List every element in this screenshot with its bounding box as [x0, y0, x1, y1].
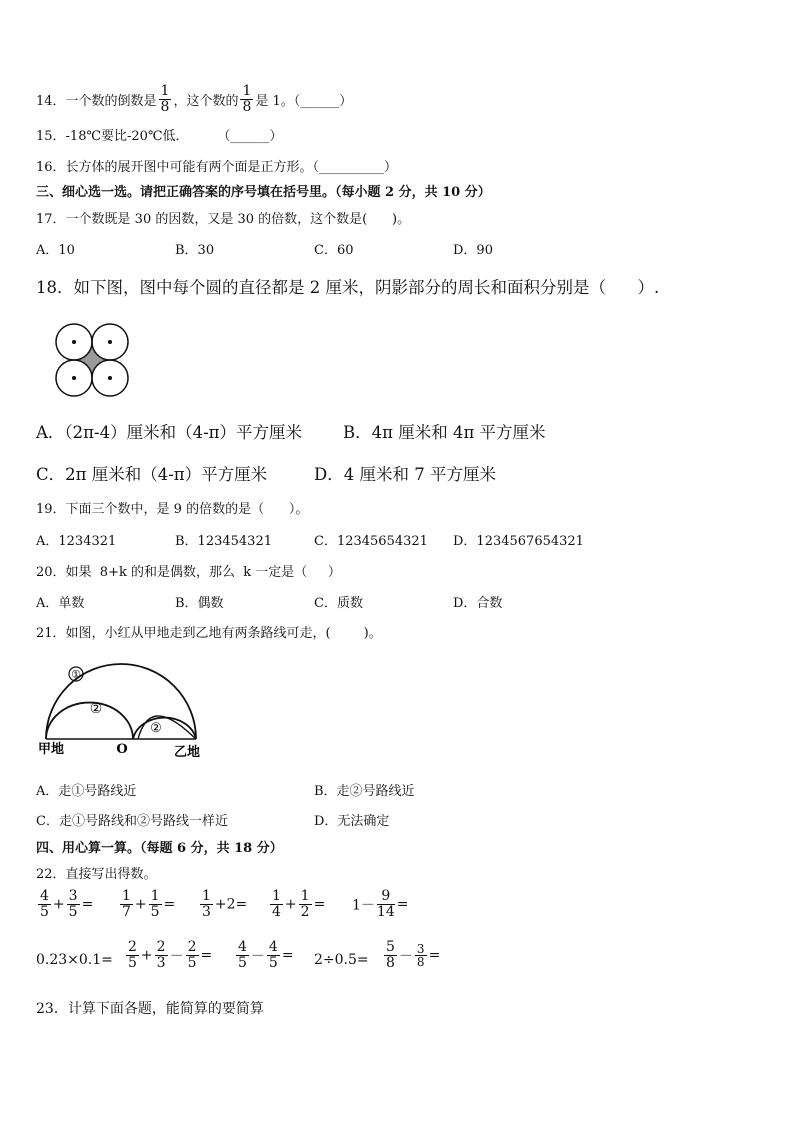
- center-point-label: O: [116, 742, 128, 757]
- q18-option-d[interactable]: D．4 厘米和 7 平方厘米: [314, 465, 496, 484]
- q19-option-b[interactable]: B．123454321: [175, 534, 272, 549]
- expression-2-5-plus-2-3-minus-2-5: $\frac{2}{5}$ + $\frac{2}{3}$ － $\frac{2}{5}$ =: [128, 939, 213, 971]
- expression-1-4-plus-1-2: $\frac{1}{4}$ + $\frac{1}{2}$ =: [272, 888, 326, 920]
- section-3-heading: 三、细心选一选。请把正确答案的序号填在括号里。（每小题 2 分，共 10 分）: [36, 185, 491, 200]
- q18-option-c[interactable]: C．2π 厘米和（4-π）平方厘米: [36, 465, 268, 484]
- question-22: 22．直接写出得数。: [36, 867, 157, 882]
- q14-middle: ，这个数的: [173, 94, 239, 109]
- question-17: 17．一个数既是 30 的因数，又是 30 的倍数，这个数是( )。: [36, 212, 411, 227]
- expression-5-8-minus-3-8: $\frac{5}{8}$ － $\frac{3}{8}$ =: [386, 939, 441, 971]
- center-dot: [108, 376, 112, 380]
- route-1-label: ①: [71, 668, 81, 681]
- q18-option-b[interactable]: B．4π 厘米和 4π 平方厘米: [343, 423, 546, 442]
- routes-figure: [36, 660, 214, 762]
- q21-option-b[interactable]: B．走②号路线近: [314, 784, 415, 799]
- question-19: 19．下面三个数中，是 9 的倍数的是（ ）。: [36, 502, 309, 517]
- question-16: 16．长方体的展开图中可能有两个面是正方形。（__________）: [36, 160, 398, 175]
- question-21: 21．如图，小红从甲地走到乙地有两条路线可走，( )。: [36, 626, 382, 641]
- question-23: 23．计算下面各题，能简算的要简算: [36, 1001, 264, 1017]
- q20-option-b[interactable]: B．偶数: [175, 596, 224, 611]
- route-2-label-small: ②: [150, 721, 162, 736]
- q20-option-a[interactable]: A．单数: [36, 596, 85, 611]
- q20-option-d[interactable]: D．合数: [453, 596, 503, 611]
- q20-option-c[interactable]: C．质数: [314, 596, 363, 611]
- q17-option-d[interactable]: D．90: [453, 243, 493, 258]
- q19-option-a[interactable]: A．1234321: [36, 534, 117, 549]
- q19-option-c[interactable]: C．12345654321: [314, 534, 428, 549]
- center-dot: [72, 376, 76, 380]
- q14-prefix: 14．一个数的倒数是: [36, 94, 157, 109]
- four-circles-figure: [50, 318, 136, 398]
- q17-option-b[interactable]: B．30: [175, 243, 215, 258]
- end-point-label: 乙地: [174, 745, 201, 760]
- q17-option-c[interactable]: C．60: [314, 243, 354, 258]
- route-2-label: ②: [89, 701, 103, 717]
- center-dot: [108, 340, 112, 344]
- q17-option-a[interactable]: A．10: [36, 243, 75, 258]
- section-4-heading: 四、用心算一算。（每题 6 分，共 18 分）: [36, 841, 283, 856]
- question-18: 18．如下图，图中每个圆的直径都是 2 厘米，阴影部分的周长和面积分别是（ ）.: [36, 278, 660, 297]
- expression-1-7-plus-1-5: $\frac{1}{7}$ + $\frac{1}{5}$ =: [122, 888, 176, 920]
- route-2-inner-curve: [138, 716, 196, 739]
- route-1-arc: [46, 664, 196, 739]
- shaded-region: [74, 342, 110, 378]
- q21-option-a[interactable]: A．走①号路线近: [36, 784, 137, 799]
- fraction-one-eighth-2: $\frac{1}{8}$: [242, 83, 252, 115]
- q21-option-c[interactable]: C．走①号路线和②号路线一样近: [36, 814, 228, 829]
- expression-0-23-times-0-1: 0.23×0.1=: [36, 952, 113, 968]
- expression-1-3-plus-2: $\frac{1}{3}$ +2=: [202, 888, 248, 920]
- question-14: [36, 84, 352, 115]
- expression-4-5-minus-4-5: $\frac{4}{5}$ － $\frac{4}{5}$ =: [238, 939, 294, 971]
- q14-suffix: 是 1。（______）: [255, 94, 353, 109]
- center-dot: [72, 340, 76, 344]
- question-15: 15．-18℃要比-20℃低． （______）: [36, 129, 283, 144]
- q21-option-d[interactable]: D．无法确定: [314, 814, 390, 829]
- expression-4-5-plus-3-5: $\frac{4}{5}$ + $\frac{3}{5}$ =: [40, 888, 94, 920]
- q18-option-a[interactable]: A．（2π-4）厘米和（4-π）平方厘米: [36, 423, 302, 442]
- fraction-one-eighth: $\frac{1}{8}$: [160, 83, 170, 115]
- start-point-label: 甲地: [38, 742, 65, 757]
- question-20: 20．如果 8+k 的和是偶数，那么 k 一定是（ ）: [36, 565, 341, 580]
- q19-option-d[interactable]: D．1234567654321: [453, 534, 584, 549]
- expression-1-minus-9-14: 1－ $\frac{9}{14}$ =: [352, 888, 409, 920]
- expression-2-div-0-5: 2÷0.5=: [314, 952, 369, 968]
